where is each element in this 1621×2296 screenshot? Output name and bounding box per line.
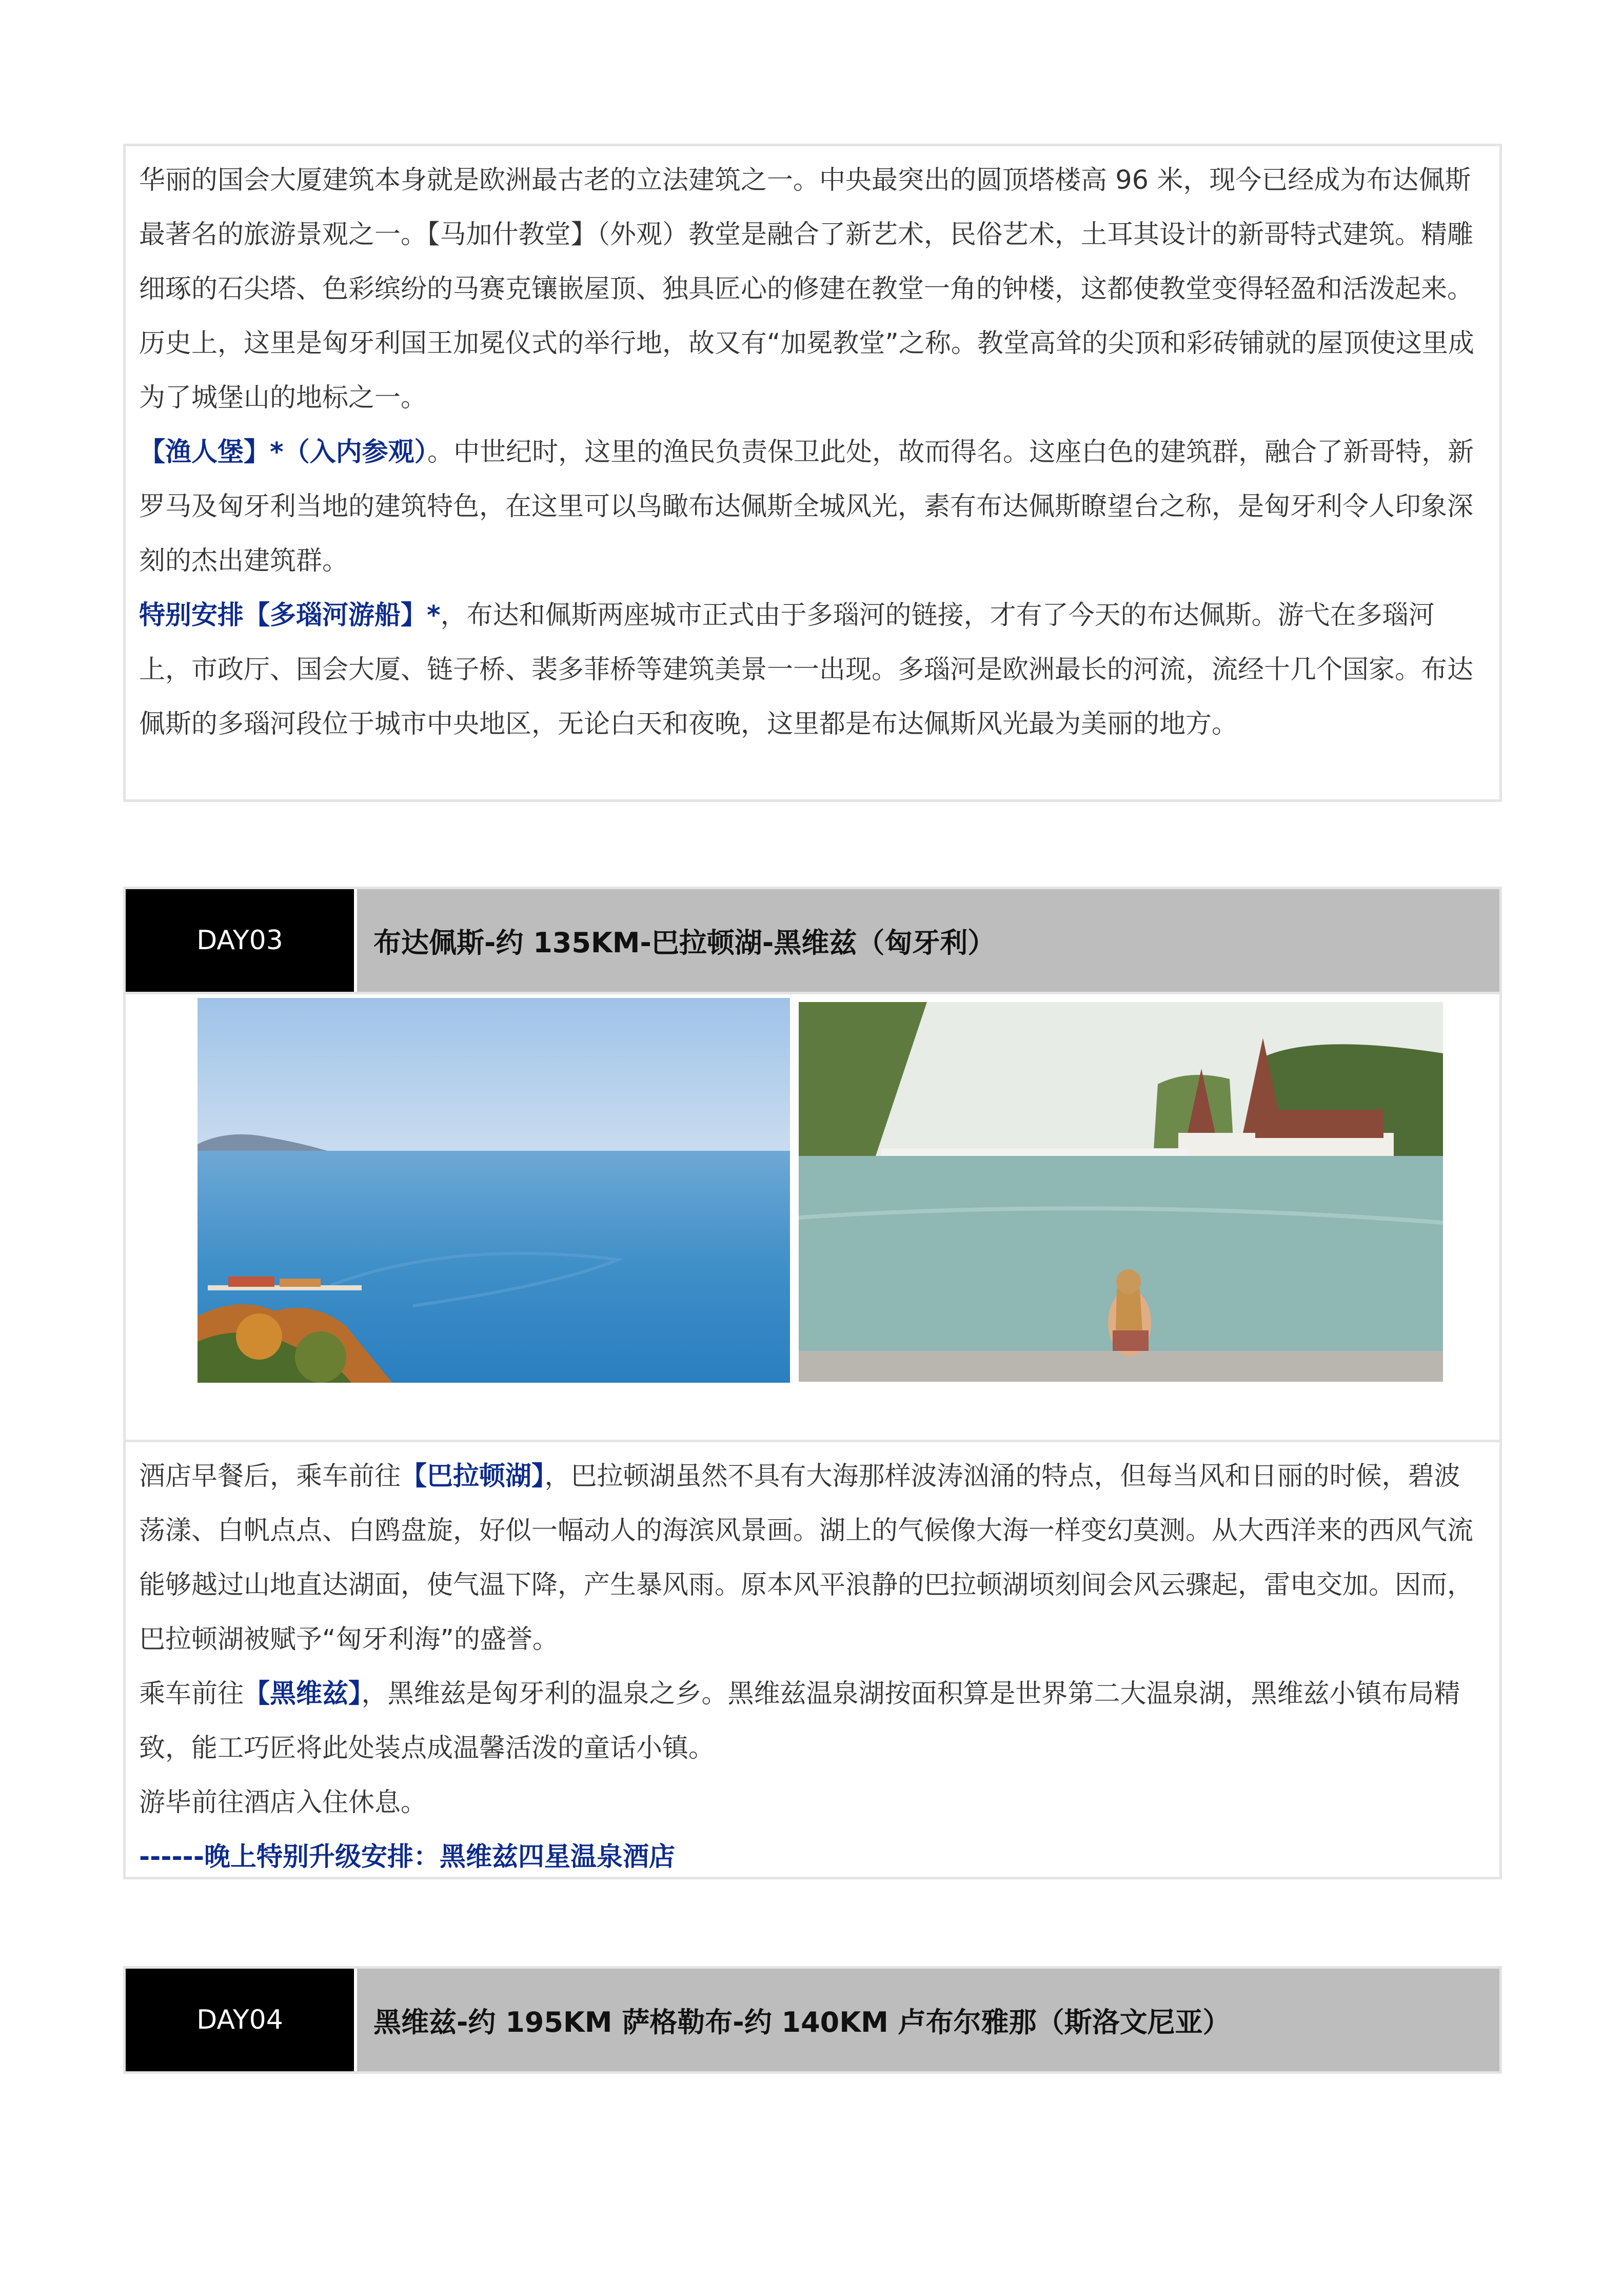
paragraph-text: 游毕前往酒店入住休息。 [139,1788,427,1818]
paragraph-balaton [139,1449,1486,1667]
paragraph-hotel-upgrade [139,1830,1486,1885]
day4-header [123,1966,1502,2074]
hotel-upgrade-highlight: ------晚上特别升级安排：黑维兹四星温泉酒店 [139,1842,676,1872]
paragraph-text: ，黑维兹是匈牙利的温泉之乡。黑维兹温泉湖按面积算是世界第二大温泉湖，黑维兹小镇布局精致，能工巧匠将此处装点成温馨活泼的童话小镇。 [139,1679,1460,1763]
paragraph-text: 华丽的国会大厦建筑本身就是欧洲最古老的立法建筑之一。中央最突出的圆顶塔楼高 96 米，现今已经成为布达佩斯最著名的旅游景观之一。【马加什教堂】（外观）教堂是融合了新艺术，民俗艺术，土耳其设计的新哥特式建筑。精雕细琢的石尖塔、色彩缤纷的马赛克镶嵌屋顶、独具匠心的修建在教堂一角的钟楼，这都使教堂变得轻盈和活泼起来。历史上，这里是匈牙利国王加冕仪式的举行地，故又有“加冕教堂”之称。教堂高耸的尖顶和彩砖铺就的屋顶使这里成为了城堡山的地标之一。 [139,165,1474,413]
day3-photos [123,993,1502,1442]
paragraph-fishermans-bastion [139,425,1486,588]
day3-label: DAY03 [126,889,354,992]
balaton-highlight: 【巴拉顿湖】 [401,1461,545,1492]
paragraph-text: 。中世纪时，这里的渔民负责保卫此处，故而得名。这座白色的建筑群，融合了新哥特，新罗马及匈牙利当地的建筑特色，在这里可以鸟瞰布达佩斯全城风光，素有布达佩斯瞭望台之称，是匈牙利令人印象深刻的杰出建筑群。 [139,437,1474,576]
lake-balaton-photo [197,998,790,1383]
day3-header [123,887,1502,994]
fishermans-bastion-highlight: 【渔人堡】*（入内参观） [139,437,428,467]
day3-title: 布达佩斯-约 135KM-巴拉顿湖-黑维兹（匈牙利） [354,889,1499,992]
paragraph-parliament-matthias [139,153,1486,425]
paragraph-rest [139,1776,1486,1830]
paragraph-danube-cruise [139,588,1486,752]
paragraph-text: ，布达和佩斯两座城市正式由于多瑙河的链接，才有了今天的布达佩斯。游弋在多瑙河上，市政厅、国会大厦、链子桥、裴多菲桥等建筑美景一一出现。多瑙河是欧洲最长的河流，流经十几个国家。布达佩斯的多瑙河段位于城市中央地区，无论白天和夜晚，这里都是布达佩斯风光最为美丽的地方。 [139,600,1474,739]
intro-text-box [123,144,1502,802]
danube-cruise-highlight: 特别安排【多瑙河游船】* [139,600,441,631]
heviz-highlight: 【黑维兹】 [244,1679,362,1709]
paragraph-text: 乘车前往 [139,1679,244,1709]
day3-text-box [123,1440,1502,1879]
day4-title: 黑维兹-约 195KM 萨格勒布-约 140KM 卢布尔雅那（斯洛文尼亚） [354,1969,1499,2071]
paragraph-text: ，巴拉顿湖虽然不具有大海那样波涛汹涌的特点，但每当风和日丽的时候，碧波荡漾、白帆点点、白鸥盘旋，好似一幅动人的海滨风景画。湖上的气候像大海一样变幻莫测。从大西洋来的西风气流能够越过山地直达湖面，使气温下降，产生暴风雨。原本风平浪静的巴拉顿湖顷刻间会风云骤起，雷电交加。因而，巴拉顿湖被赋予“匈牙利海”的盛誉。 [139,1461,1474,1655]
paragraph-heviz [139,1667,1486,1776]
day4-label: DAY04 [126,1969,354,2071]
paragraph-text: 酒店早餐后，乘车前往 [139,1461,401,1492]
heviz-thermal-lake-photo [799,1002,1443,1382]
